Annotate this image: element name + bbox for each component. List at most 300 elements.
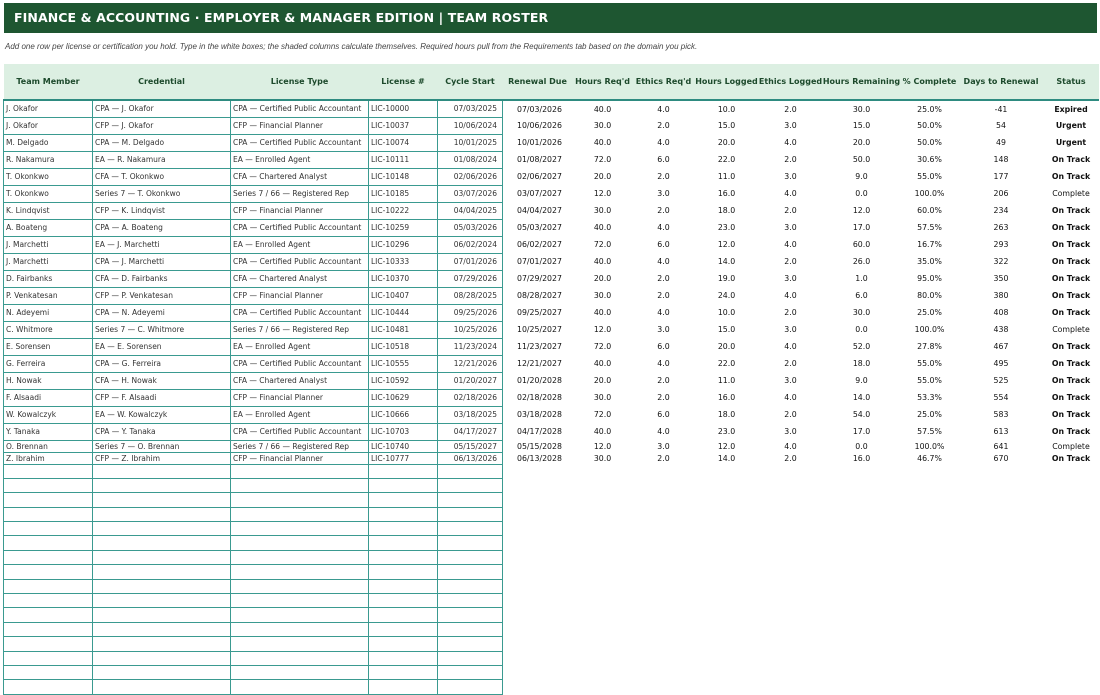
cell-license-number[interactable]: LIC-10074 xyxy=(369,134,438,151)
cell-credential[interactable] xyxy=(93,637,231,651)
cell-cycle-start[interactable]: 05/03/2026 xyxy=(438,219,503,236)
cell-cycle-start[interactable]: 03/18/2025 xyxy=(438,406,503,423)
cell-license-number[interactable] xyxy=(369,478,438,492)
cell-license-type[interactable]: CPA — Certified Public Accountant xyxy=(231,423,369,440)
cell-renewal-due xyxy=(503,522,573,536)
cell-team-member[interactable]: W. Kowalczyk xyxy=(4,406,93,423)
col-header-credential[interactable]: Credential xyxy=(93,64,231,100)
cell-license-type[interactable]: Series 7 / 66 — Registered Rep xyxy=(231,185,369,202)
sheet-title: FINANCE & ACCOUNTING · EMPLOYER & MANAGER EDITION | TEAM ROSTER xyxy=(4,3,1097,33)
cell-license-number[interactable] xyxy=(369,550,438,564)
cell-renewal-due xyxy=(503,493,573,507)
cell-license-type[interactable] xyxy=(231,536,369,550)
col-header-renewal-due[interactable]: Renewal Due xyxy=(503,64,573,100)
cell-credential[interactable] xyxy=(93,594,231,608)
cell-cycle-start[interactable] xyxy=(438,579,503,593)
cell-license-number[interactable] xyxy=(369,536,438,550)
cell-team-member[interactable] xyxy=(4,579,93,593)
cell-hours-reqd xyxy=(573,478,633,492)
cell-hours-remaining: 1.0 xyxy=(823,270,901,287)
cell-license-type[interactable] xyxy=(231,464,369,478)
cell-cycle-start[interactable]: 08/28/2025 xyxy=(438,287,503,304)
cell-ethics-logged xyxy=(759,608,823,622)
cell-renewal-due: 12/21/2027 xyxy=(503,355,573,372)
cell-status: Complete xyxy=(1044,440,1099,452)
cell-team-member[interactable]: N. Adeyemi xyxy=(4,304,93,321)
cell-credential[interactable] xyxy=(93,536,231,550)
cell-credential[interactable]: CPA — Y. Tanaka xyxy=(93,423,231,440)
cell-credential[interactable] xyxy=(93,478,231,492)
cell-cycle-start[interactable] xyxy=(438,464,503,478)
cell-team-member[interactable]: E. Sorensen xyxy=(4,338,93,355)
table-row xyxy=(4,355,1099,372)
cell-hours-reqd xyxy=(573,565,633,579)
cell-cycle-start[interactable] xyxy=(438,478,503,492)
cell-hours-logged: 11.0 xyxy=(695,372,759,389)
cell-team-member[interactable]: H. Nowak xyxy=(4,372,93,389)
cell-status xyxy=(1044,665,1099,679)
cell-hours-remaining: 30.0 xyxy=(823,304,901,321)
cell-license-number[interactable] xyxy=(369,493,438,507)
cell-renewal-due: 08/28/2027 xyxy=(503,287,573,304)
cell-hours-logged xyxy=(695,608,759,622)
cell-team-member[interactable]: F. Alsaadi xyxy=(4,389,93,406)
cell-license-type[interactable]: EA — Enrolled Agent xyxy=(231,406,369,423)
cell-ethics-reqd xyxy=(633,665,695,679)
cell-license-type[interactable]: CPA — Certified Public Accountant xyxy=(231,253,369,270)
cell-cycle-start[interactable]: 01/20/2027 xyxy=(438,372,503,389)
cell-ethics-reqd: 4.0 xyxy=(633,423,695,440)
cell-license-number[interactable] xyxy=(369,522,438,536)
cell-cycle-start[interactable]: 03/07/2026 xyxy=(438,185,503,202)
cell-license-type[interactable] xyxy=(231,608,369,622)
cell-ethics-logged xyxy=(759,579,823,593)
cell-credential[interactable]: CFP — P. Venkatesan xyxy=(93,287,231,304)
cell-license-number[interactable] xyxy=(369,622,438,636)
cell-team-member[interactable]: K. Lindqvist xyxy=(4,202,93,219)
col-header-license-number[interactable]: License # xyxy=(369,64,438,100)
cell-days-to-renewal xyxy=(959,536,1044,550)
cell-team-member[interactable] xyxy=(4,478,93,492)
cell-status: On Track xyxy=(1044,338,1099,355)
cell-license-number[interactable]: LIC-10518 xyxy=(369,338,438,355)
empty-table-row xyxy=(4,565,1099,579)
cell-renewal-due xyxy=(503,622,573,636)
cell-hours-logged: 20.0 xyxy=(695,134,759,151)
cell-ethics-logged: 4.0 xyxy=(759,134,823,151)
cell-team-member[interactable] xyxy=(4,680,93,694)
cell-cycle-start[interactable]: 12/21/2026 xyxy=(438,355,503,372)
cell-license-type[interactable]: CPA — Certified Public Accountant xyxy=(231,100,369,117)
cell-team-member[interactable]: Z. Ibrahim xyxy=(4,452,93,464)
cell-cycle-start[interactable]: 04/04/2025 xyxy=(438,202,503,219)
cell-license-number[interactable] xyxy=(369,464,438,478)
cell-license-number[interactable]: LIC-10481 xyxy=(369,321,438,338)
empty-table-row xyxy=(4,637,1099,651)
cell-credential[interactable]: Series 7 — C. Whitmore xyxy=(93,321,231,338)
col-header-hours-remaining[interactable]: Hours Remaining xyxy=(823,64,901,100)
cell-pct-complete: 55.0% xyxy=(901,355,959,372)
cell-license-type[interactable]: EA — Enrolled Agent xyxy=(231,236,369,253)
cell-status: Urgent xyxy=(1044,117,1099,134)
cell-hours-remaining: 9.0 xyxy=(823,168,901,185)
cell-cycle-start[interactable] xyxy=(438,550,503,564)
cell-pct-complete: 95.0% xyxy=(901,270,959,287)
cell-team-member[interactable]: M. Delgado xyxy=(4,134,93,151)
cell-license-type[interactable] xyxy=(231,594,369,608)
cell-license-type[interactable]: CFA — Chartered Analyst xyxy=(231,372,369,389)
cell-license-type[interactable]: CFP — Financial Planner xyxy=(231,389,369,406)
cell-license-type[interactable]: CPA — Certified Public Accountant xyxy=(231,355,369,372)
cell-pct-complete: 100.0% xyxy=(901,185,959,202)
cell-cycle-start[interactable] xyxy=(438,622,503,636)
cell-license-type[interactable] xyxy=(231,680,369,694)
cell-pct-complete xyxy=(901,565,959,579)
cell-hours-reqd: 40.0 xyxy=(573,355,633,372)
cell-cycle-start[interactable] xyxy=(438,594,503,608)
cell-credential[interactable]: CPA — J. Marchetti xyxy=(93,253,231,270)
cell-days-to-renewal: 350 xyxy=(959,270,1044,287)
cell-ethics-reqd: 4.0 xyxy=(633,304,695,321)
cell-hours-reqd: 30.0 xyxy=(573,389,633,406)
cell-license-type[interactable]: CFA — Chartered Analyst xyxy=(231,270,369,287)
cell-cycle-start[interactable]: 01/08/2024 xyxy=(438,151,503,168)
col-header-license-type[interactable]: License Type xyxy=(231,64,369,100)
cell-license-type[interactable] xyxy=(231,651,369,665)
col-header-team-member[interactable]: Team Member xyxy=(4,64,93,100)
cell-credential[interactable]: CPA — N. Adeyemi xyxy=(93,304,231,321)
cell-cycle-start[interactable]: 07/29/2026 xyxy=(438,270,503,287)
cell-team-member[interactable]: A. Boateng xyxy=(4,219,93,236)
cell-team-member[interactable]: O. Brennan xyxy=(4,440,93,452)
cell-cycle-start[interactable]: 06/13/2026 xyxy=(438,452,503,464)
cell-hours-reqd xyxy=(573,622,633,636)
cell-ethics-reqd xyxy=(633,637,695,651)
cell-cycle-start[interactable]: 02/18/2026 xyxy=(438,389,503,406)
cell-license-type[interactable] xyxy=(231,550,369,564)
cell-team-member[interactable] xyxy=(4,507,93,521)
cell-status: On Track xyxy=(1044,452,1099,464)
cell-license-number[interactable]: LIC-10296 xyxy=(369,236,438,253)
cell-credential[interactable]: CFP — K. Lindqvist xyxy=(93,202,231,219)
cell-license-type[interactable]: CFP — Financial Planner xyxy=(231,452,369,464)
cell-cycle-start[interactable]: 10/01/2025 xyxy=(438,134,503,151)
cell-credential[interactable] xyxy=(93,680,231,694)
cell-team-member[interactable]: Y. Tanaka xyxy=(4,423,93,440)
col-header-hours-reqd[interactable]: Hours Req'd xyxy=(573,64,633,100)
cell-team-member[interactable]: R. Nakamura xyxy=(4,151,93,168)
cell-license-number[interactable] xyxy=(369,651,438,665)
cell-days-to-renewal: 380 xyxy=(959,287,1044,304)
cell-ethics-reqd xyxy=(633,608,695,622)
cell-cycle-start[interactable] xyxy=(438,680,503,694)
cell-team-member[interactable]: J. Okafor xyxy=(4,100,93,117)
cell-credential[interactable]: CFP — Z. Ibrahim xyxy=(93,452,231,464)
cell-credential[interactable]: CFP — J. Okafor xyxy=(93,117,231,134)
cell-credential[interactable]: CFA — D. Fairbanks xyxy=(93,270,231,287)
cell-license-number[interactable]: LIC-10666 xyxy=(369,406,438,423)
cell-credential[interactable] xyxy=(93,565,231,579)
cell-ethics-reqd: 2.0 xyxy=(633,372,695,389)
cell-pct-complete xyxy=(901,550,959,564)
col-header-cycle-start[interactable]: Cycle Start xyxy=(438,64,503,100)
cell-license-number[interactable]: LIC-10000 xyxy=(369,100,438,117)
cell-renewal-due xyxy=(503,478,573,492)
cell-license-number[interactable]: LIC-10740 xyxy=(369,440,438,452)
cell-license-type[interactable]: EA — Enrolled Agent xyxy=(231,338,369,355)
cell-team-member[interactable] xyxy=(4,651,93,665)
table-row xyxy=(4,185,1099,202)
cell-license-type[interactable]: EA — Enrolled Agent xyxy=(231,151,369,168)
cell-ethics-reqd xyxy=(633,651,695,665)
cell-team-member[interactable] xyxy=(4,464,93,478)
cell-license-number[interactable]: LIC-10444 xyxy=(369,304,438,321)
roster-table xyxy=(3,64,1099,695)
cell-license-number[interactable] xyxy=(369,637,438,651)
cell-license-type[interactable]: CPA — Certified Public Accountant xyxy=(231,134,369,151)
cell-status: On Track xyxy=(1044,270,1099,287)
cell-license-type[interactable]: CFP — Financial Planner xyxy=(231,202,369,219)
cell-license-number[interactable]: LIC-10111 xyxy=(369,151,438,168)
cell-license-number[interactable]: LIC-10777 xyxy=(369,452,438,464)
cell-hours-logged: 12.0 xyxy=(695,440,759,452)
cell-license-type[interactable] xyxy=(231,493,369,507)
cell-renewal-due xyxy=(503,550,573,564)
cell-license-type[interactable] xyxy=(231,579,369,593)
cell-license-type[interactable] xyxy=(231,478,369,492)
cell-license-number[interactable] xyxy=(369,579,438,593)
cell-ethics-reqd: 2.0 xyxy=(633,287,695,304)
cell-ethics-logged xyxy=(759,493,823,507)
cell-credential[interactable] xyxy=(93,665,231,679)
cell-cycle-start[interactable] xyxy=(438,637,503,651)
cell-status xyxy=(1044,579,1099,593)
cell-team-member[interactable]: G. Ferreira xyxy=(4,355,93,372)
cell-license-number[interactable]: LIC-10592 xyxy=(369,372,438,389)
cell-team-member[interactable] xyxy=(4,536,93,550)
cell-days-to-renewal: 54 xyxy=(959,117,1044,134)
cell-license-number[interactable] xyxy=(369,680,438,694)
empty-table-row xyxy=(4,522,1099,536)
cell-cycle-start[interactable] xyxy=(438,608,503,622)
cell-ethics-logged: 3.0 xyxy=(759,270,823,287)
cell-renewal-due: 04/17/2028 xyxy=(503,423,573,440)
cell-cycle-start[interactable]: 07/01/2026 xyxy=(438,253,503,270)
cell-cycle-start[interactable]: 07/03/2025 xyxy=(438,100,503,117)
cell-ethics-reqd: 6.0 xyxy=(633,338,695,355)
cell-license-number[interactable]: LIC-10629 xyxy=(369,389,438,406)
cell-license-number[interactable]: LIC-10259 xyxy=(369,219,438,236)
cell-license-number[interactable]: LIC-10370 xyxy=(369,270,438,287)
cell-credential[interactable]: EA — W. Kowalczyk xyxy=(93,406,231,423)
cell-license-type[interactable]: CPA — Certified Public Accountant xyxy=(231,304,369,321)
cell-team-member[interactable] xyxy=(4,565,93,579)
cell-license-number[interactable] xyxy=(369,565,438,579)
cell-license-type[interactable] xyxy=(231,622,369,636)
cell-hours-remaining: 20.0 xyxy=(823,134,901,151)
col-header-pct-complete[interactable]: % Complete xyxy=(901,64,959,100)
cell-hours-remaining: 14.0 xyxy=(823,389,901,406)
cell-cycle-start[interactable] xyxy=(438,522,503,536)
cell-team-member[interactable] xyxy=(4,550,93,564)
cell-license-type[interactable] xyxy=(231,565,369,579)
cell-ethics-logged: 2.0 xyxy=(759,452,823,464)
cell-renewal-due xyxy=(503,637,573,651)
cell-status: On Track xyxy=(1044,202,1099,219)
cell-hours-reqd: 72.0 xyxy=(573,338,633,355)
cell-credential[interactable] xyxy=(93,622,231,636)
cell-hours-logged xyxy=(695,522,759,536)
cell-team-member[interactable]: T. Okonkwo xyxy=(4,168,93,185)
cell-renewal-due: 03/18/2028 xyxy=(503,406,573,423)
cell-ethics-logged xyxy=(759,565,823,579)
cell-license-number[interactable]: LIC-10333 xyxy=(369,253,438,270)
cell-license-type[interactable] xyxy=(231,522,369,536)
cell-renewal-due: 09/25/2027 xyxy=(503,304,573,321)
cell-cycle-start[interactable] xyxy=(438,665,503,679)
cell-team-member[interactable]: J. Marchetti xyxy=(4,236,93,253)
cell-license-number[interactable]: LIC-10407 xyxy=(369,287,438,304)
cell-credential[interactable]: CFA — T. Okonkwo xyxy=(93,168,231,185)
cell-cycle-start[interactable]: 06/02/2024 xyxy=(438,236,503,253)
cell-cycle-start[interactable] xyxy=(438,565,503,579)
cell-license-number[interactable] xyxy=(369,594,438,608)
col-header-ethics-reqd[interactable]: Ethics Req'd xyxy=(633,64,695,100)
cell-ethics-logged: 4.0 xyxy=(759,338,823,355)
cell-license-number[interactable]: LIC-10148 xyxy=(369,168,438,185)
cell-hours-logged: 22.0 xyxy=(695,355,759,372)
cell-credential[interactable]: EA — J. Marchetti xyxy=(93,236,231,253)
cell-team-member[interactable]: D. Fairbanks xyxy=(4,270,93,287)
cell-credential[interactable] xyxy=(93,493,231,507)
cell-cycle-start[interactable]: 04/17/2027 xyxy=(438,423,503,440)
cell-hours-logged: 18.0 xyxy=(695,406,759,423)
cell-credential[interactable]: Series 7 — T. Okonkwo xyxy=(93,185,231,202)
cell-credential[interactable]: CPA — A. Boateng xyxy=(93,219,231,236)
cell-renewal-due: 01/08/2027 xyxy=(503,151,573,168)
cell-cycle-start[interactable]: 09/25/2026 xyxy=(438,304,503,321)
cell-team-member[interactable]: C. Whitmore xyxy=(4,321,93,338)
cell-credential[interactable]: EA — R. Nakamura xyxy=(93,151,231,168)
cell-license-type[interactable] xyxy=(231,637,369,651)
cell-cycle-start[interactable] xyxy=(438,493,503,507)
cell-team-member[interactable]: J. Marchetti xyxy=(4,253,93,270)
cell-ethics-logged: 3.0 xyxy=(759,321,823,338)
cell-license-number[interactable]: LIC-10555 xyxy=(369,355,438,372)
cell-license-number[interactable] xyxy=(369,608,438,622)
cell-hours-reqd xyxy=(573,608,633,622)
cell-cycle-start[interactable]: 02/06/2026 xyxy=(438,168,503,185)
cell-pct-complete xyxy=(901,637,959,651)
cell-credential[interactable]: CPA — J. Okafor xyxy=(93,100,231,117)
cell-credential[interactable]: CFA — H. Nowak xyxy=(93,372,231,389)
cell-license-number[interactable]: LIC-10703 xyxy=(369,423,438,440)
cell-hours-remaining: 18.0 xyxy=(823,355,901,372)
cell-credential[interactable] xyxy=(93,579,231,593)
cell-ethics-logged xyxy=(759,522,823,536)
table-row xyxy=(4,452,1099,464)
cell-license-number[interactable] xyxy=(369,665,438,679)
cell-license-type[interactable] xyxy=(231,665,369,679)
cell-credential[interactable]: CFP — F. Alsaadi xyxy=(93,389,231,406)
cell-ethics-logged xyxy=(759,536,823,550)
cell-license-type[interactable]: CFP — Financial Planner xyxy=(231,117,369,134)
cell-team-member[interactable] xyxy=(4,594,93,608)
cell-license-number[interactable]: LIC-10037 xyxy=(369,117,438,134)
cell-cycle-start[interactable]: 10/25/2026 xyxy=(438,321,503,338)
cell-days-to-renewal: 554 xyxy=(959,389,1044,406)
cell-credential[interactable]: CPA — M. Delgado xyxy=(93,134,231,151)
cell-ethics-reqd: 2.0 xyxy=(633,117,695,134)
cell-credential[interactable] xyxy=(93,550,231,564)
col-header-days-to-renewal[interactable]: Days to Renewal xyxy=(959,64,1044,100)
cell-team-member[interactable] xyxy=(4,637,93,651)
empty-table-row xyxy=(4,622,1099,636)
cell-cycle-start[interactable]: 11/23/2024 xyxy=(438,338,503,355)
cell-hours-reqd xyxy=(573,651,633,665)
cell-ethics-reqd xyxy=(633,522,695,536)
cell-license-type[interactable]: CFP — Financial Planner xyxy=(231,287,369,304)
cell-pct-complete: 25.0% xyxy=(901,304,959,321)
cell-team-member[interactable] xyxy=(4,665,93,679)
col-header-ethics-logged[interactable]: Ethics Logged xyxy=(759,64,823,100)
cell-team-member[interactable] xyxy=(4,493,93,507)
cell-credential[interactable]: CPA — G. Ferreira xyxy=(93,355,231,372)
cell-renewal-due: 02/06/2027 xyxy=(503,168,573,185)
cell-credential[interactable]: EA — E. Sorensen xyxy=(93,338,231,355)
cell-cycle-start[interactable]: 05/15/2027 xyxy=(438,440,503,452)
cell-credential[interactable]: Series 7 — O. Brennan xyxy=(93,440,231,452)
cell-license-number[interactable] xyxy=(369,507,438,521)
cell-hours-logged xyxy=(695,622,759,636)
cell-hours-logged: 15.0 xyxy=(695,117,759,134)
col-header-hours-logged[interactable]: Hours Logged xyxy=(695,64,759,100)
cell-team-member[interactable]: T. Okonkwo xyxy=(4,185,93,202)
cell-cycle-start[interactable] xyxy=(438,536,503,550)
cell-credential[interactable] xyxy=(93,522,231,536)
cell-hours-logged: 14.0 xyxy=(695,253,759,270)
cell-hours-reqd: 40.0 xyxy=(573,253,633,270)
cell-license-type[interactable] xyxy=(231,507,369,521)
cell-hours-logged: 24.0 xyxy=(695,287,759,304)
cell-license-type[interactable]: CFA — Chartered Analyst xyxy=(231,168,369,185)
cell-ethics-logged xyxy=(759,594,823,608)
cell-hours-reqd xyxy=(573,680,633,694)
cell-license-type[interactable]: CPA — Certified Public Accountant xyxy=(231,219,369,236)
cell-credential[interactable] xyxy=(93,608,231,622)
cell-credential[interactable] xyxy=(93,507,231,521)
cell-license-number[interactable]: LIC-10222 xyxy=(369,202,438,219)
cell-license-number[interactable]: LIC-10185 xyxy=(369,185,438,202)
cell-license-type[interactable]: Series 7 / 66 — Registered Rep xyxy=(231,321,369,338)
cell-license-type[interactable]: Series 7 / 66 — Registered Rep xyxy=(231,440,369,452)
cell-credential[interactable] xyxy=(93,651,231,665)
cell-team-member[interactable] xyxy=(4,608,93,622)
cell-days-to-renewal: 177 xyxy=(959,168,1044,185)
cell-team-member[interactable]: J. Okafor xyxy=(4,117,93,134)
cell-hours-reqd: 72.0 xyxy=(573,151,633,168)
cell-cycle-start[interactable] xyxy=(438,651,503,665)
table-row xyxy=(4,168,1099,185)
cell-team-member[interactable] xyxy=(4,522,93,536)
cell-hours-logged xyxy=(695,651,759,665)
cell-cycle-start[interactable] xyxy=(438,507,503,521)
cell-credential[interactable] xyxy=(93,464,231,478)
cell-team-member[interactable]: P. Venkatesan xyxy=(4,287,93,304)
cell-cycle-start[interactable]: 10/06/2024 xyxy=(438,117,503,134)
cell-team-member[interactable] xyxy=(4,622,93,636)
col-header-status[interactable]: Status xyxy=(1044,64,1099,100)
